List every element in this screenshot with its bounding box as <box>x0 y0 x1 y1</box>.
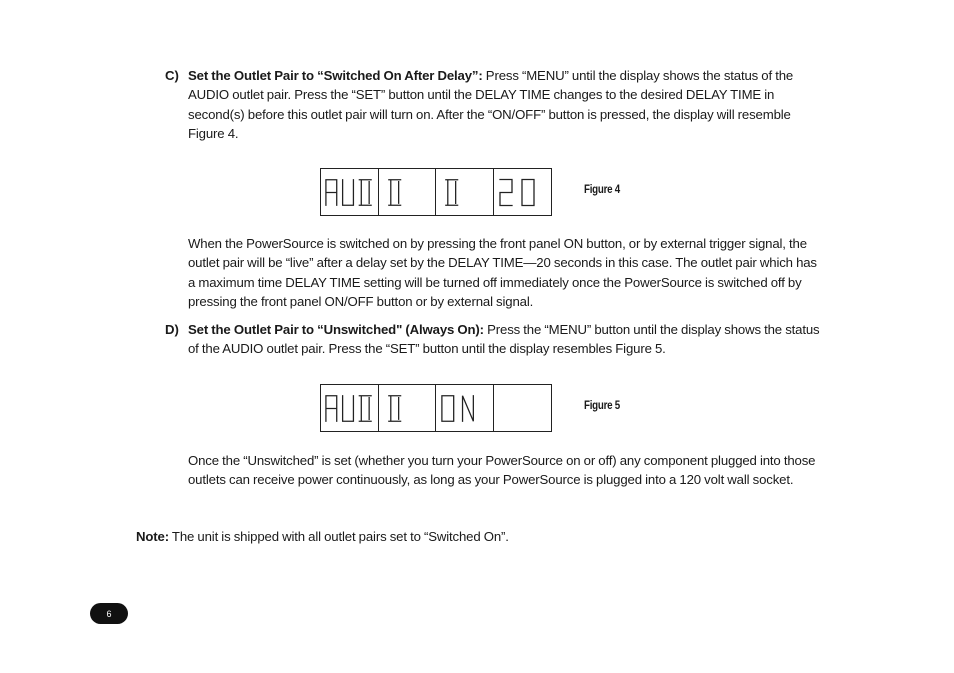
figure-4-segment-text-d <box>436 169 493 215</box>
section-d-heading: Set the Outlet Pair to “Unswitched" (Always On): <box>188 322 484 337</box>
section-c-heading: Set the Outlet Pair to “Switched On After Delay”: <box>188 68 483 83</box>
section-c-body: Press “MENU” until the display shows the status of the AUDIO outlet pair. Press the “SET” button until the DELAY TIME changes to the desired DELAY TIME in second(s) before this outlet pair will turn on. After the “ON/OFF” button is pressed, the display will resemble Figure 4. <box>188 68 794 142</box>
note-paragraph <box>136 527 826 546</box>
unswitched-explanation-paragraph: Once the “Unswitched” is set (whether you turn your PowerSource on or off) any component plugged into those outlets can receive power continuously, as long as your PowerSource is plugged into a 120 volt wall socket. <box>188 453 816 488</box>
section-c-paragraph <box>188 66 820 144</box>
page-number: 6 <box>106 608 112 619</box>
figure-4-segment-text-aud <box>321 169 378 215</box>
section-c-marker: C) <box>165 68 179 83</box>
figure-4-label: Figure 4 <box>584 184 620 196</box>
section-d-marker: D) <box>165 322 179 337</box>
delay-explanation-paragraph: When the PowerSource is switched on by pressing the front panel ON button, or by external trigger signal, the outlet pair will be “live” after a delay set by the DELAY TIME—20 seconds in this case. The outlet pair which has a maximum time DELAY TIME setting will be turned off immediately once the PowerSource is switched off by pressing the front panel ON/OFF button or by external signal. <box>188 236 817 310</box>
note-body: The unit is shipped with all outlet pairs set to “Switched On”. <box>168 529 509 544</box>
figure-4-cell-2 <box>379 169 436 215</box>
section-d-body: Press the “MENU” button until the display shows the status of the AUDIO outlet pair. Press the “SET” button until the display resembles Figure 5. <box>188 322 820 357</box>
page-number-badge <box>90 603 128 624</box>
figure-4-segment-text-20 <box>494 169 550 215</box>
figure-5-label: Figure 5 <box>584 400 620 412</box>
figure-5-segment-text-aud <box>321 385 378 431</box>
figure-5-segment-text-on <box>436 385 493 431</box>
figure-5-cell-4 <box>494 385 550 431</box>
figure-5-cell-3 <box>436 385 494 431</box>
figure-4-cell-4 <box>494 169 550 215</box>
figure-5-segment-text-d <box>379 385 435 431</box>
figure-4-display <box>320 168 552 216</box>
figure-4-cell-1 <box>321 169 379 215</box>
figure-4-cell-3 <box>436 169 494 215</box>
figure-5-cell-1 <box>321 385 379 431</box>
figure-5-cell-2 <box>379 385 436 431</box>
section-d-paragraph <box>188 320 820 359</box>
figure-5-display <box>320 384 552 432</box>
figure-4-segment-text-d <box>379 169 435 215</box>
note-label: Note: <box>136 529 169 544</box>
